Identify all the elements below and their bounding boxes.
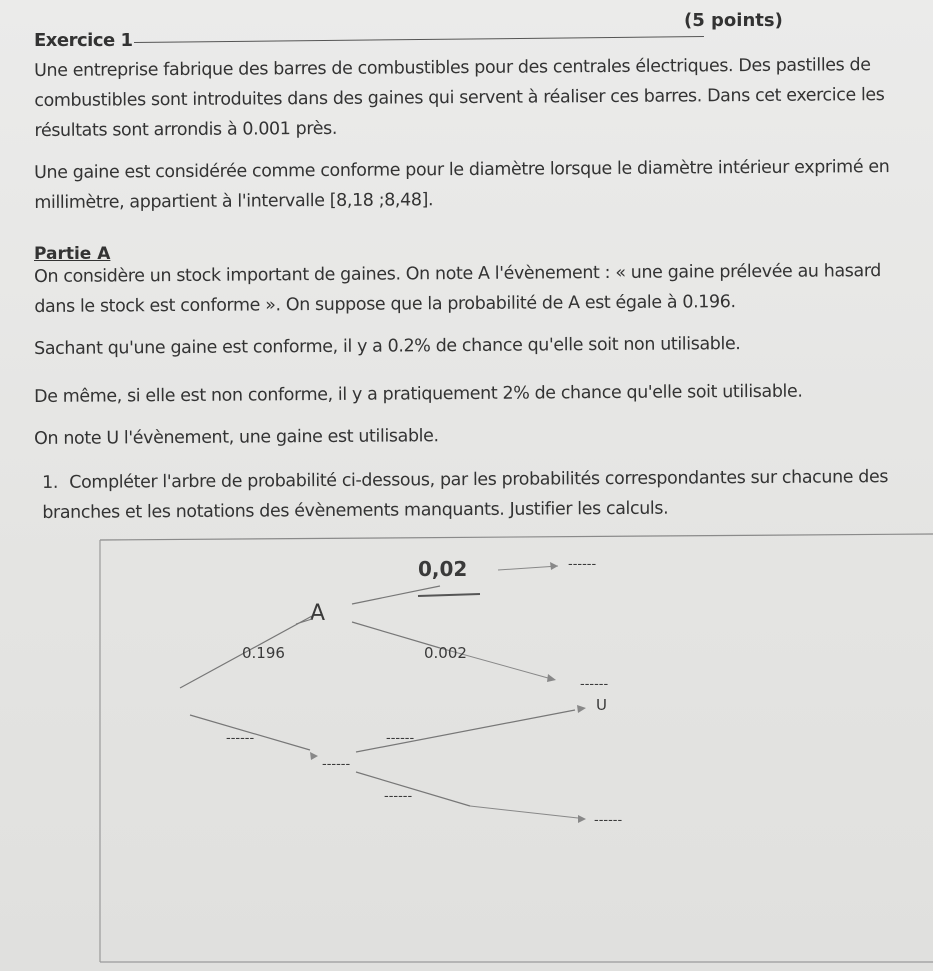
non-conform-paragraph: De même, si elle est non conforme, il y a pratiquement 2% de chance qu'elle soit utilisable. [34,381,803,407]
exercise-points: (5 points) [684,10,783,31]
prob-non-utilisable-label: 0.002 [424,644,467,662]
blank-not-a-node: ------ [322,757,351,772]
stock-paragraph: On considère un stock important de gaines. On note A l'évènement : « une gaine prélevée au hasard dans le stock est conforme ». On suppose que la probabilité de A est égale à 0.196. [34,261,882,317]
exercise-header [34,10,894,50]
arrow-top-outcome-head [550,562,558,570]
blank-not-a-lower-prob: ------ [384,789,413,804]
blank-not-a-prob: ------ [226,731,255,746]
blank-a-lower-outcome: ------ [580,677,609,692]
event-u-paragraph: On note U l'évènement, une gaine est utilisable. [34,426,439,449]
question-text: Compléter l'arbre de probabilité ci-dessous, par les probabilités correspondantes sur chacune des branches et les notations des évènements manquants. Justifier les calculs. [42,467,889,523]
blank-top-outcome: ------ [568,557,597,572]
conditional-paragraph: Sachant qu'une gaine est conforme, il y a 0.2% de chance qu'elle soit non utilisable. [34,334,741,359]
node-a-label: A [310,601,326,626]
probability-tree [0,520,933,971]
section-title: Partie A [34,244,111,264]
blank-not-a-lower-outcome: ------ [594,813,623,828]
handwritten-prob: 0,02 [418,557,468,581]
arrow-u-head [577,705,586,713]
arrow-a-lower-head [547,674,556,682]
header-rule [134,36,704,43]
arrow-not-a-head [310,752,318,760]
arrow-not-a-lower-head [578,815,586,823]
exercise-title: Exercice 1 [34,30,133,51]
intro-paragraph: Une entreprise fabrique des barres de combustibles pour des centrales électriques. Des pastilles de combustibles sont introduites dans des gaines qui servent à réaliser ces barres. Dans cet exercice les résultats sont arrondis à 0.001 près. [34,55,885,141]
question-1 [42,462,892,528]
tree-top-rule [100,534,933,540]
arrow-top-outcome [498,566,558,570]
question-number: 1. [42,472,59,493]
node-u-label: U [596,696,607,714]
branch-not-a-lower-ext [470,806,578,818]
branch-not-a-lower [356,772,470,806]
conformity-paragraph: Une gaine est considérée comme conforme pour le diamètre lorsque le diamètre intérieur exprimé en millimètre, appartient à l'intervalle [8,18 ;8,48]. [34,157,890,213]
prob-a-label: 0.196 [242,644,285,662]
blank-not-a-upper-prob: ------ [386,731,415,746]
crossout-stroke [418,594,480,596]
